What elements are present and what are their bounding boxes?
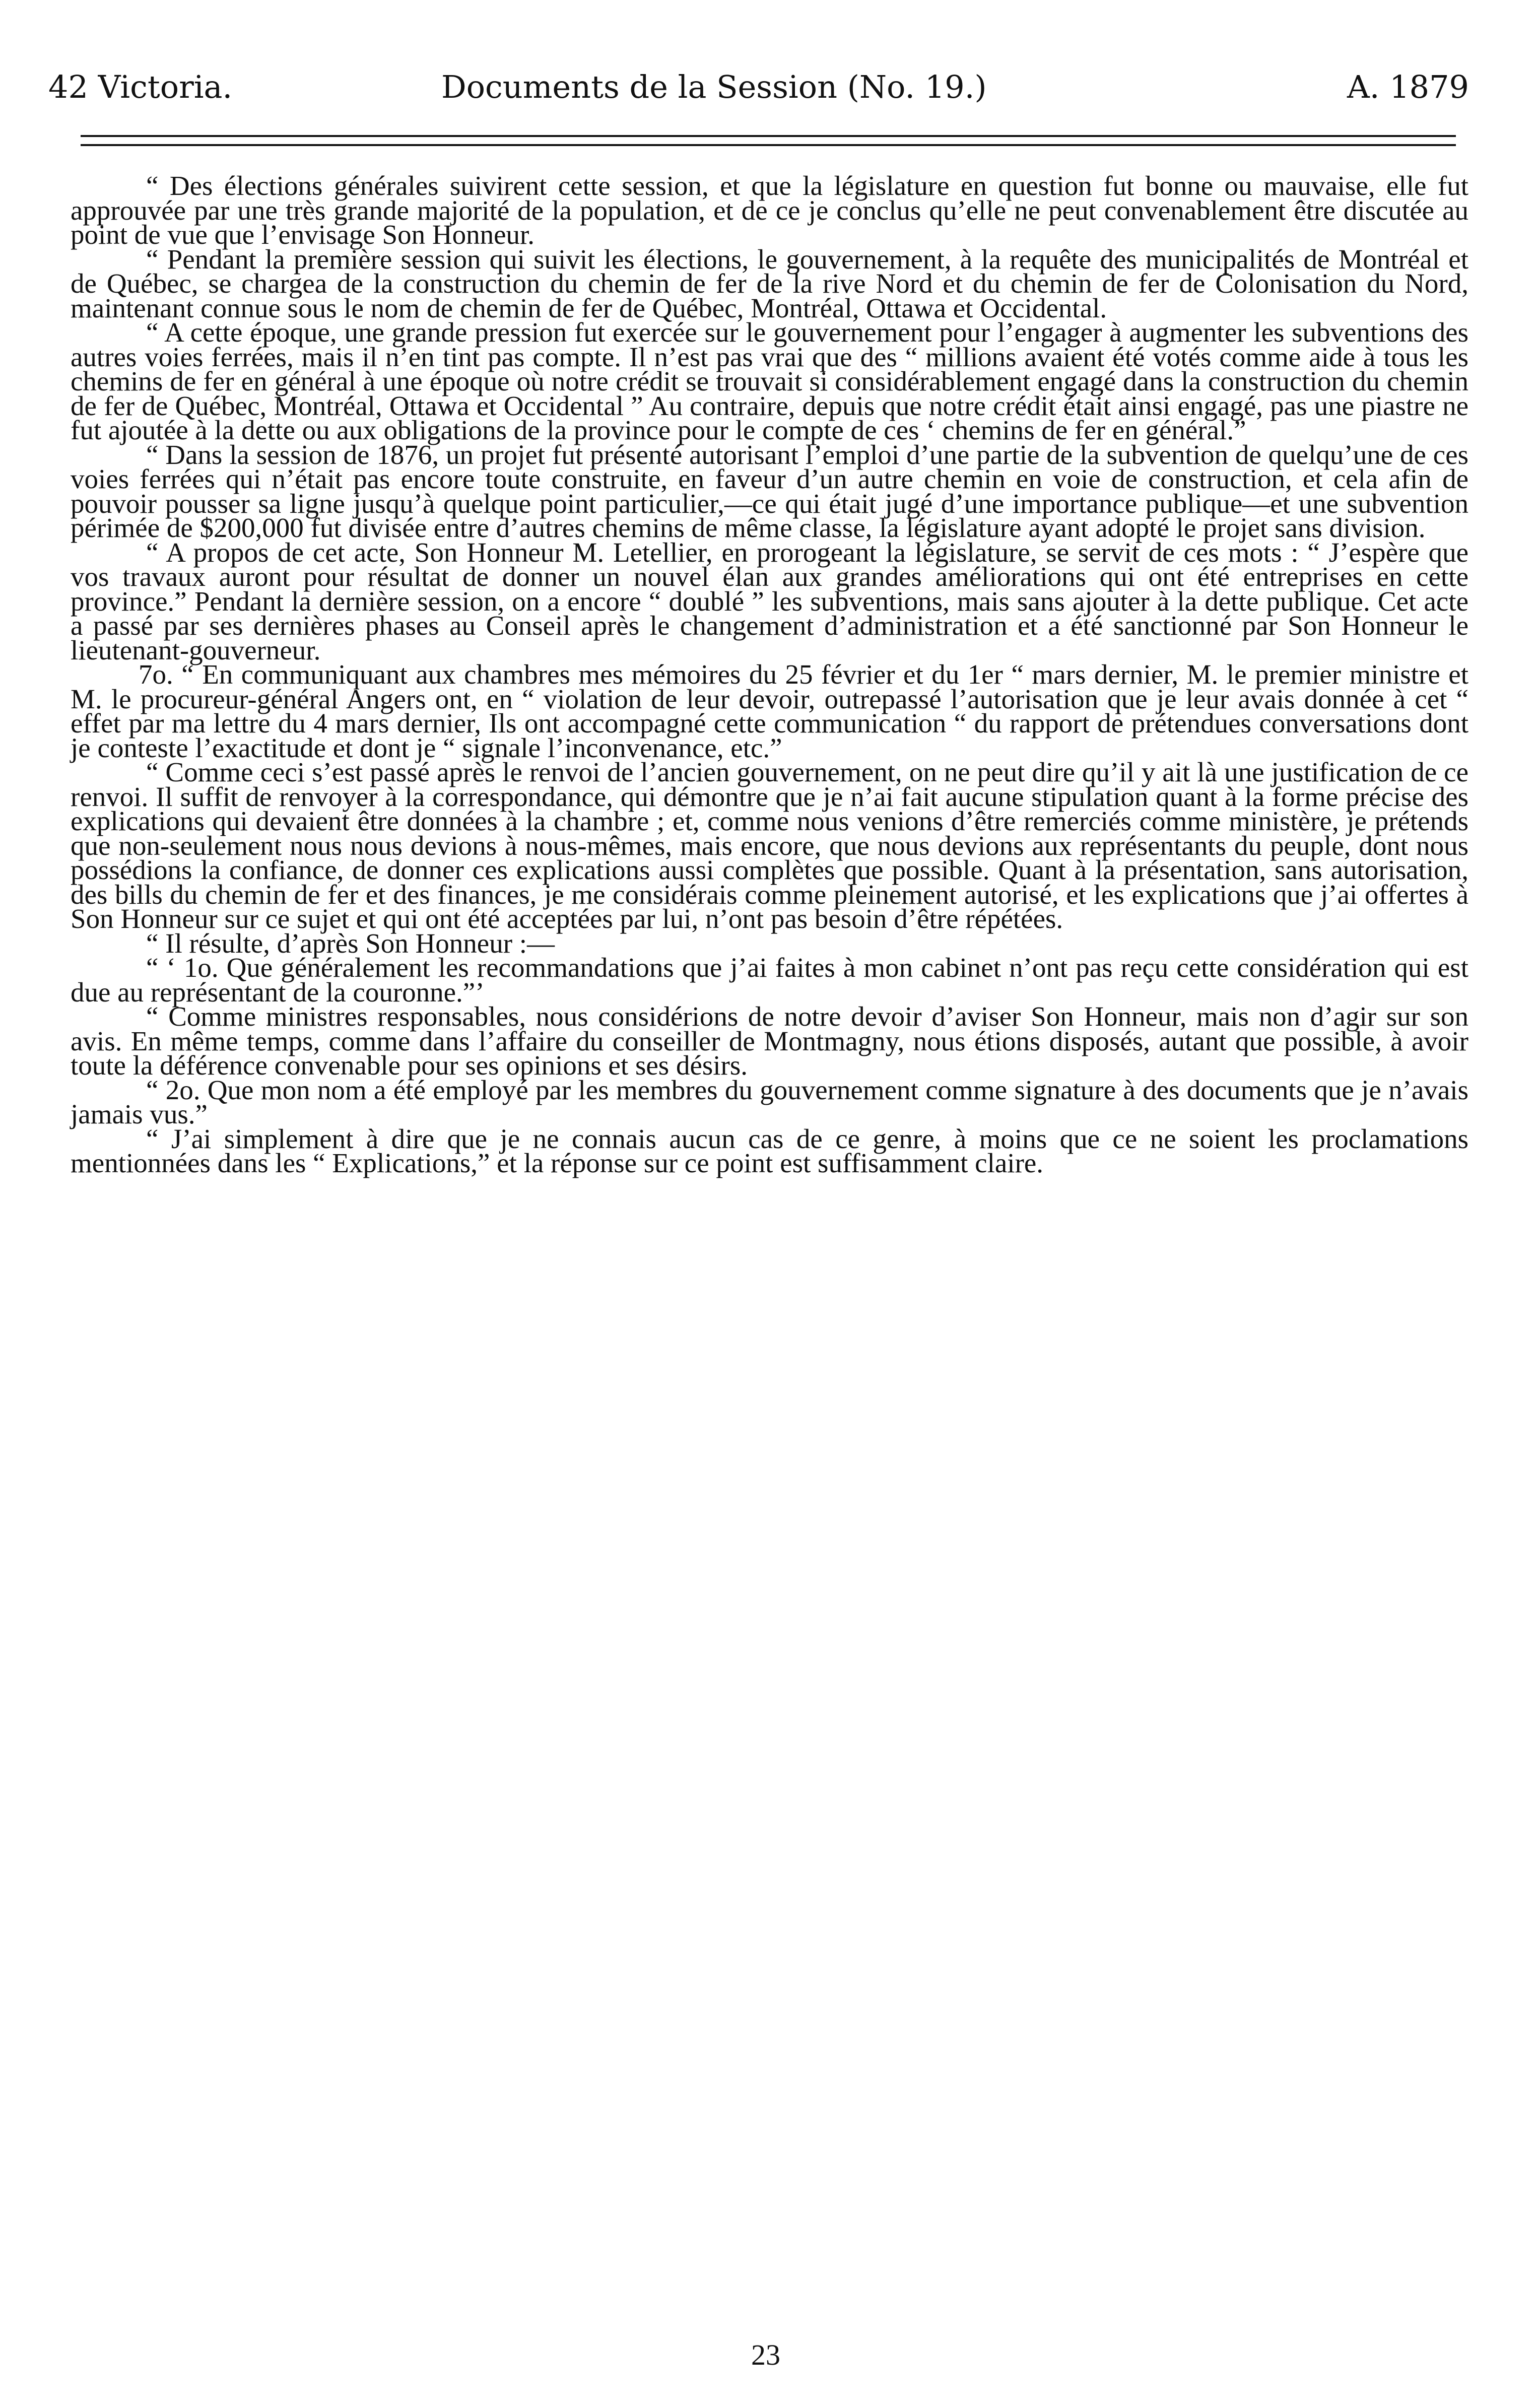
paragraph: “ Il résulte, d’après Son Honneur :— <box>146 927 555 959</box>
header-rule-top <box>81 135 1456 137</box>
paragraph: “ Dans la session de 1876, un projet fut présenté autorisant l’emploi d’une partie de la subvention de quelqu’une de ces voies ferrées qui n’était pas encore toute construite, en faveur d’un autre chemin en voie de construction, et cela afin de pouvoir pousser sa ligne jusqu’à quelque point particulier,—ce qui était jugé d’une importance publique—et une subvention périmée de $200,000 fut divisée entre d’autres chemins de même classe, la législature ayant adopté le projet sans division. <box>71 439 1468 543</box>
paragraph: “ ‘ 1o. Que généralement les recommandations que j’ai faites à mon cabinet n’ont pas reçu cette considération qui est due au représentant de la couronne.”’ <box>71 952 1468 1008</box>
paragraph: “ J’ai simplement à dire que je ne connais aucun cas de ce genre, à moins que ce ne soient les proclamations mentionnées dans les “ Explications,” et la réponse sur ce point est suffisamment claire. <box>71 1123 1468 1178</box>
paragraph-numbered-point: 7o. “ En communiquant aux chambres mes mémoires du 25 février et du 1er “ mars dernier, M. le premier ministre et M. le procureur-général Angers ont, en “ violation de leur devoir, outrepassé l’autorisation que je leur avais donnée à cet “ effet par ma lettre du 4 mars dernier, Ils ont accompagné cette communication “ du rapport de prétendues conversations dont je conteste l’exactitude et dont je “ signale l’inconvenance, etc.” <box>71 659 1468 763</box>
header-regnal-year: 42 Victoria. <box>48 69 233 105</box>
paragraph: “ Comme ceci s’est passé après le renvoi de l’ancien gouvernement, on ne peut dire qu’il y ait là une justification de ce renvoi. Il suffit de renvoyer à la correspondance, qui démontre que je n’ai fait aucune stipulation quant à la forme précise des explications qui devaient être données à la chambre ; et, comme nous venions d’être remerciés comme ministère, je prétends que non-seulement nous nous devions à nous-mêmes, mais encore, que nous devions aux représentants du peuple, dont nous possédions la confiance, de donner ces explications aussi complètes que possible. Quant à la présentation, sans autorisation, des bills du chemin de fer et des finances, je me considérais comme pleinement autorisé, et les explications que j’ai offertes à Son Honneur sur ce sujet et qui ont été acceptées par lui, n’ont pas besoin d’être répétées. <box>71 757 1468 934</box>
paragraph: “ Des élections générales suivirent cette session, et que la législature en question fut bonne ou mauvaise, elle fut approuvée par une très grande majorité de la population, et de ce je conclus qu’elle ne peut convenablement être discutée au point de vue que l’envisage Son Honneur. <box>71 170 1468 250</box>
page-number: 23 <box>751 2338 780 2371</box>
body-text <box>71 170 1468 1178</box>
header-document-title: Documents de la Session (No. 19.) <box>441 69 987 105</box>
paragraph: “ 2o. Que mon nom a été employé par les membres du gouvernement comme signature à des documents que je n’avais jamais vus.” <box>71 1074 1468 1129</box>
paragraph: “ Pendant la première session qui suivit les élections, le gouvernement, à la requête des municipalités de Montréal et de Québec, se chargea de la construction du chemin de fer de la rive Nord et du chemin de fer de Colonisation du Nord, maintenant connue sous le nom de chemin de fer de Québec, Montréal, Ottawa et Occidental. <box>71 243 1468 323</box>
paragraph: “ Comme ministres responsables, nous considérions de notre devoir d’aviser Son Honneur, mais non d’agir sur son avis. En même temps, comme dans l’affaire du conseiller de Montmagny, nous étions disposés, autant que possible, à avoir toute la déférence convenable pour ses opinions et ses désirs. <box>71 1001 1468 1081</box>
running-header <box>48 59 1469 115</box>
header-rule-bottom <box>81 144 1456 146</box>
paragraph: “ A cette époque, une grande pression fut exercée sur le gouvernement pour l’engager à augmenter les subventions des autres voies ferrées, mais il n’en tint pas compte. Il n’est pas vrai que des “ millions avaient été votés comme aide à tous les chemins de fer en général à une époque où notre crédit se trouvait si considérablement engagé dans la construction du chemin de fer de Québec, Montréal, Ottawa et Occidental ” Au contraire, depuis que notre crédit était ainsi engagé, pas une piastre ne fut ajoutée à la dette ou aux obligations de la province pour le compte de ces ‘ chemins de fer en général.” <box>71 317 1468 445</box>
paragraph: “ A propos de cet acte, Son Honneur M. Letellier, en prorogeant la législature, se servit de ces mots : “ J’espère que vos travaux auront pour résultat de donner un nouvel élan aux grandes améliorations qui ont été entreprises en cette province.” Pendant la dernière session, on a encore “ doublé ” les subventions, mais sans ajouter à la dette publique. Cet acte a passé par ses dernières phases au Conseil après le changement d’administration et a été sanctionné par Son Honneur le lieutenant-gouverneur. <box>71 537 1468 665</box>
header-year: A. 1879 <box>1347 69 1469 105</box>
